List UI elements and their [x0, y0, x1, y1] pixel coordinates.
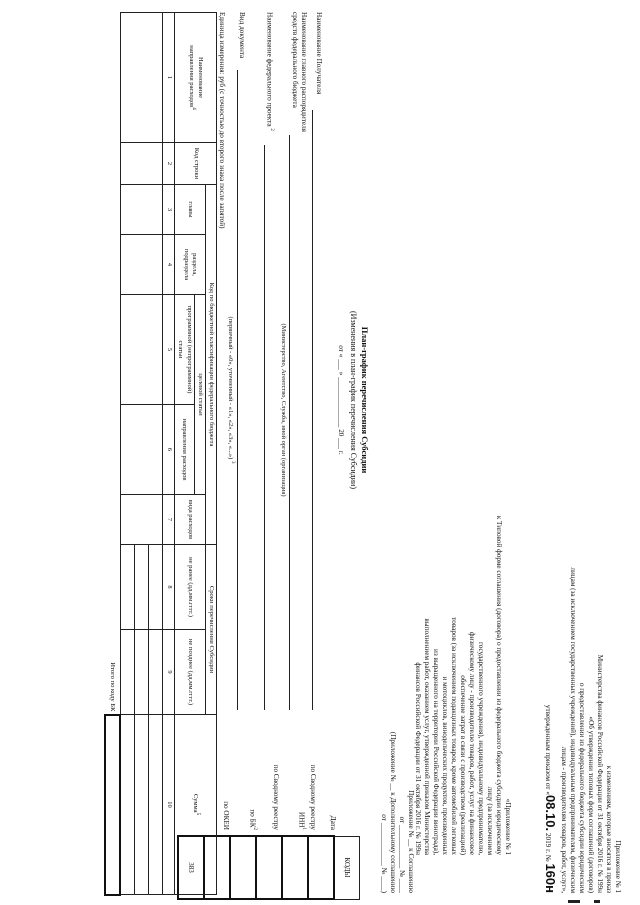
manager-label-1: Наименование главного распорядителя	[300, 12, 308, 132]
code-cell-okei: 383	[178, 836, 204, 899]
agreement-refs	[379, 663, 415, 893]
appendix-line: о предоставлении из федерального бюджета субсидии юридическим	[578, 682, 586, 893]
code-cell-registry[interactable]	[282, 836, 308, 899]
date-label: Дата	[329, 815, 337, 830]
recipient-label: Наименование Получателя	[315, 12, 323, 95]
total-row	[105, 13, 120, 895]
code-cell-inn[interactable]	[256, 836, 282, 899]
okei-label: по ОКЕИ	[222, 801, 230, 830]
scan-mark	[594, 900, 600, 903]
project-line[interactable]	[264, 145, 265, 710]
table-cell[interactable]	[120, 143, 163, 185]
recipient-line[interactable]	[312, 110, 313, 710]
table-cell[interactable]	[120, 715, 135, 895]
agreement-ref-line: от ____________ № ____	[398, 816, 406, 893]
col-header-not-later: не позднее (дд.мм.гггг.)	[175, 630, 206, 715]
table-cell[interactable]	[149, 630, 163, 715]
appendix-line: к изменениям, которые вносятся в приказ	[605, 765, 613, 893]
page-title: План-график перечисления Субсидии	[360, 326, 370, 474]
approval-prefix: утвержденным приказом от «	[544, 704, 552, 795]
col-number: 10	[163, 715, 175, 895]
col-header-not-before: не ранее (дд.мм.гггг.)	[175, 545, 206, 630]
note-line: обеспечение затрат в связи с производством (реализацией)	[459, 675, 467, 855]
col-number: 7	[163, 495, 175, 545]
table-cell[interactable]	[135, 715, 149, 895]
codes-header: КОДЫ	[334, 836, 360, 899]
appendix-note	[413, 115, 512, 855]
approval-mid: 2019 г. №	[544, 832, 552, 862]
col-header-code: Код строки	[175, 143, 217, 185]
col-number: 9	[163, 630, 175, 715]
col-number: 5	[163, 295, 175, 405]
note-line: из выращенного на территории Российской Федерации винограда),	[432, 649, 440, 855]
col-header-kbk: Код по бюджетной классификации федерального бюджета	[205, 185, 216, 545]
col-header-chapter: главы	[175, 185, 206, 235]
table-cell[interactable]	[120, 545, 135, 630]
table-cell[interactable]	[135, 545, 149, 630]
table-cell[interactable]	[120, 235, 163, 295]
appendix-line: Министерства финансов Российской Федерации от 31 октября 2016 г. № 199н	[596, 654, 604, 893]
col-number: 4	[163, 235, 175, 295]
code-cell-registry-2[interactable]	[230, 836, 256, 899]
appendix-line: лицам (за исключением государственных учреждений), индивидуальным предпринимателям, физическим	[569, 567, 577, 893]
manager-line[interactable]	[289, 135, 290, 710]
agreement-ref-line: от ____________ № ____)	[380, 814, 388, 893]
col-number: 1	[163, 13, 175, 143]
col-header-target: целевой статьи	[194, 295, 205, 495]
manager-label-2: средств федерального бюджета	[291, 12, 299, 108]
col-header-section: раздела, подраздела	[175, 235, 206, 295]
project-label: Наименование федерального проекта $^2$	[265, 12, 274, 131]
table-cell[interactable]	[149, 715, 163, 895]
appendix-line: лицам - производителям товаров, работ, услуг»,	[560, 746, 568, 893]
doc-type-label: Вид документа	[238, 12, 246, 59]
agreement-ref-line: (Приложение № __ к Дополнительному соглашению	[389, 731, 397, 893]
table-row	[149, 13, 163, 895]
appendix-line: «Об утверждении типовых форм соглашений (договоров)	[587, 716, 595, 893]
table-cell[interactable]	[120, 495, 163, 545]
manager-hint: (Министерство, Агентство, Служба, иной орган (организация)	[280, 323, 287, 497]
page-subtitle: (Изменения в план-график перечисления Субсидии)	[349, 311, 358, 489]
unit-label: Единица измерения: руб (с точностью до второго знака после запятой)	[218, 12, 226, 229]
code-cell-date[interactable]	[308, 836, 334, 899]
inn-label: ИНН$^1$	[297, 811, 306, 830]
total-sum-cell[interactable]	[105, 715, 120, 895]
col-number: 8	[163, 545, 175, 630]
handwritten-number: 160н	[543, 863, 558, 893]
col-header-program: программной (непрограммной) статьи	[175, 295, 194, 405]
note-line: выполнением работ, оказанием услуг, утвержденной приказом Министерства	[423, 618, 431, 855]
appendix-line: Приложение № 1	[614, 840, 622, 893]
note-line: товаров (за исключением подакцизных товаров, кроме автомобилей легковых	[450, 617, 458, 855]
doc-type-hint: (первичный - «0», уточненный - «1», «2», «3», «...») $^3$	[226, 316, 235, 464]
svod-registry-label-2: по Сводному реестру	[272, 764, 280, 830]
title-date: от « ___ » ______________ 20 ___ г.	[337, 345, 345, 455]
col-header-name: Наименование направления расходов$^4$	[175, 13, 217, 143]
schedule-table	[104, 12, 217, 896]
table-cell[interactable]	[120, 295, 163, 405]
note-line: и мотоциклов, винодельческих продуктов, произведенных	[441, 676, 449, 855]
note-line: физическому лицу - производителю товаров, работ, услуг на финансовое	[468, 631, 476, 855]
col-header-sum: Сумма$^5$	[175, 715, 217, 895]
col-header-terms: Сроки перечисления Субсидии	[205, 545, 216, 715]
total-label: Итого по коду БК	[109, 662, 117, 712]
note-line: «Приложение № 1	[504, 798, 512, 855]
col-header-direction: направления расходов	[175, 405, 194, 495]
table-cell[interactable]	[120, 185, 163, 235]
agreement-ref-line: Приложение № __ к Соглашению	[407, 790, 415, 893]
table-cell[interactable]	[149, 545, 163, 630]
svod-registry-label: по Сводному реестру	[309, 764, 317, 830]
col-number: 2	[163, 143, 175, 185]
appendix-header	[542, 273, 622, 893]
col-number: 6	[163, 405, 175, 495]
doc-type-line[interactable]	[237, 70, 238, 710]
table-cell[interactable]	[120, 630, 135, 715]
note-line: финансов Российской Федерации от 31 октября 2016 г. № 199н	[414, 662, 422, 855]
table-cell[interactable]	[120, 405, 163, 495]
note-line: государственного учреждения), индивидуальному предпринимателю,	[477, 641, 485, 855]
note-line: лицу (за исключением	[486, 786, 494, 855]
scan-mark	[568, 900, 580, 903]
col-header-expense: вида расходов	[175, 495, 206, 545]
bk-label: по $БК^2$	[248, 809, 257, 830]
note-line: к Типовой форме соглашения (договора) о предоставлении из федерального бюджета субсидии юридическому	[495, 515, 503, 855]
table-cell[interactable]	[135, 630, 149, 715]
table-cell[interactable]	[120, 13, 163, 143]
col-number: 3	[163, 185, 175, 235]
handwritten-date: 08.10.	[543, 794, 558, 832]
